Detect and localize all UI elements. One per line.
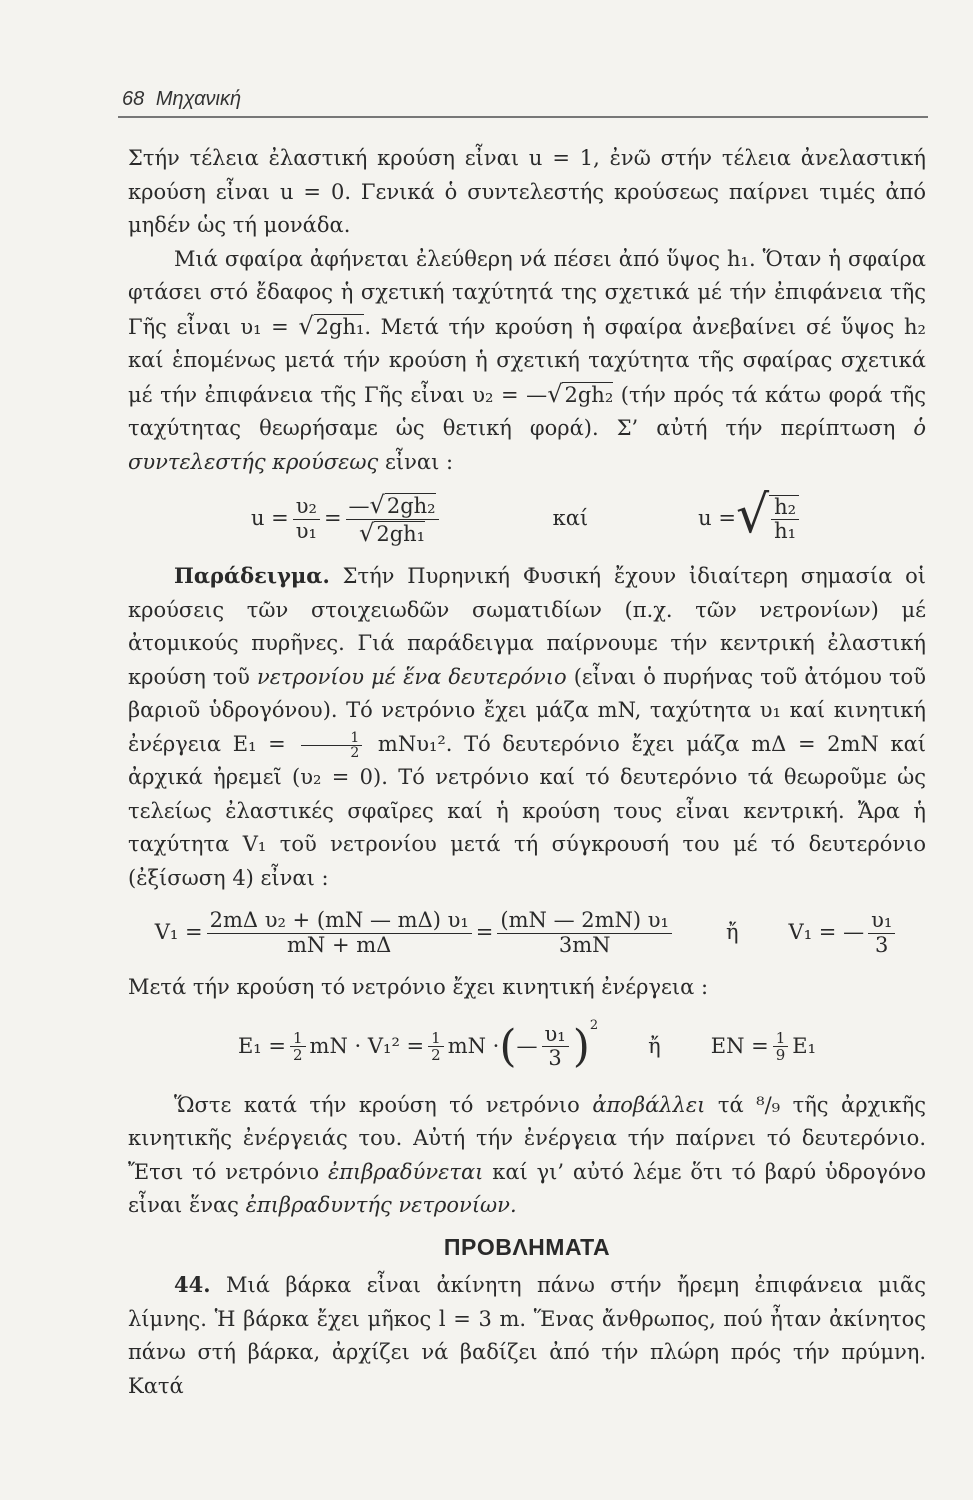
page-header: [122, 88, 922, 117]
numerator: (mN — 2mN) υ₁: [497, 909, 672, 933]
section-title: ΠΡΟΒΛΗΜΑΤΑ: [443, 1233, 611, 1260]
or-word: ἤ: [725, 920, 739, 945]
header-rule: [118, 116, 928, 118]
or-word: ἤ: [648, 1033, 661, 1058]
denominator: 2: [431, 1046, 441, 1064]
numerator: 1: [290, 1030, 306, 1048]
numerator: 2mΔ υ₂ + (mN — mΔ) υ₁: [207, 909, 472, 933]
denominator: h₁: [774, 519, 797, 543]
text-run: Ὥστε κατά τήν κρούση τό νετρόνιο: [174, 1092, 593, 1117]
numerator: [346, 492, 439, 519]
denominator: 9: [775, 1046, 786, 1064]
sqrt-value: 2gh₁: [376, 521, 426, 546]
formula-term: E₁: [792, 1033, 817, 1058]
formula-velocity: [128, 895, 926, 971]
formula-lhs: EN =: [710, 1033, 769, 1058]
formula-lhs: E₁ =: [237, 1033, 286, 1058]
formula-term: mN ·: [447, 1033, 500, 1058]
italic-text: ὁ συντελεστής κρούσεως: [128, 416, 926, 474]
text-run: καί γι’ αὐτό λέμε ὅτι τό βαρύ ὑδρογόνο εἶναι ἕνας: [128, 1159, 926, 1217]
text-run: εἶναι :: [378, 449, 454, 474]
fraction: [868, 909, 895, 956]
formula-restitution: [128, 479, 926, 559]
sqrt-icon: √: [369, 491, 385, 520]
denominator: 2: [293, 1046, 303, 1064]
text-run: Στήν Πυρηνική Φυσική ἔχουν ἰδιαίτερη σημασία οἱ κρούσεις τῶν στοιχειωδῶν σωματιδίων (π.χ. τῶν νετρονίων) μέ ἀτομικούς πυρῆνες. Γιά παράδειγμα παίρνουμε τήν κεντρική ἐλαστική κρούση τοῦ: [128, 564, 926, 689]
text-run: (τήν πρός τά κάτω φορά τῆς ταχύτητας θεωρήσαμε ὡς θετική φορά). Σ’ αὐτή τήν περίπτωση: [128, 382, 926, 440]
text-run: (εἶναι ὁ πυρήνας τοῦ ἀτόμου τοῦ βαριοῦ ὑδρογόνου). Τό νετρόνιο ἔχει μάζα mN, ταχύτητα υ₁ καί κινητική ἐνέργεια E₁ =: [128, 664, 926, 756]
fraction: [428, 1030, 444, 1064]
text-run: Μιά βάρκα εἶναι ἀκίνητη πάνω στήν ἤρεμη ἐπιφάνεια μιᾶς λίμνης. Ἡ βάρκα ἔχει μῆκος l = 3 m. Ἕνας ἄνθρωπος, πού ἦταν ἀκίνητος πάνω στή βάρκα, ἀρχίζει νά βαδίζει ἀπό τήν πλώρη πρός τήν πρύμνη. Κατά: [128, 1273, 926, 1398]
numerator: υ₁: [868, 909, 895, 933]
paragraph: [128, 243, 926, 480]
left-paren-icon: (: [499, 1020, 517, 1072]
minus-sign: —: [348, 494, 370, 519]
exponent: 2: [589, 1017, 599, 1033]
text-run: mNυ₁². Τό δευτερόνιο ἔχει μάζα mΔ = 2mN καί ἀρχικά ἠρεμεῖ (υ₂ = 0). Τό νετρόνιο καί τό δευτερόνιο τά θεωροῦμε ὡς τελείως ἐλαστικές σφαῖρες καί ἡ κρούση τους εἶναι κεντρική. Ἄρα ἡ ταχύτητα V₁ τοῦ νετρονίου μετά τή σύγκρουσή του μέ τό δευτερόνιο (ἐξίσωση 4) εἶναι :: [128, 731, 926, 890]
fraction: [207, 909, 472, 956]
minus-sign: —: [516, 1033, 538, 1058]
sqrt-icon: √: [547, 379, 563, 408]
problem-paragraph: [128, 1268, 926, 1403]
numerator: h₂: [771, 496, 799, 520]
formula-term: mN · V₁² =: [309, 1033, 425, 1058]
fraction: [769, 495, 799, 543]
page-content: [128, 142, 926, 1403]
italic-text: νετρονίου μέ ἕνα δευτερόνιο: [256, 664, 567, 689]
paragraph: Στήν τέλεια ἐλαστική κρούση εἶναι u = 1, ἐνῶ στήν τέλεια ἀνελαστική κρούση εἶναι u = 0. Γενικά ὁ συντελεστής κρούσεως παίρνει τιμές ἀπό μηδέν ὡς τή μονάδα.: [128, 146, 926, 237]
fraction: [497, 909, 672, 956]
and-word: καί: [552, 506, 589, 531]
text-run: Μιά σφαίρα ἀφήνεται ἐλεύθερη νά πέσει ἀπό ὕψος h₁. Ὅταν ἡ σφαίρα φτάσει στό ἔδαφος ἡ σχετική ταχύτητά της σχετικά μέ τήν ἐπιφάνεια τῆς Γῆς εἶναι υ₁ =: [128, 246, 926, 339]
text-run: τά ⁸/₉ τῆς ἀρχικῆς κινητικῆς ἐνέργειάς του. Αὐτή τήν ἐνέργεια τήν παίρνει τό δευτερόνιο. Ἔτσι τό νετρόνιο: [128, 1092, 926, 1184]
formula-lhs: V₁ =: [154, 920, 203, 945]
denominator: 3: [874, 932, 889, 957]
fraction: [346, 492, 439, 546]
italic-text: ἐπιβραδύνεται: [327, 1159, 484, 1184]
formula-lhs: u =: [250, 506, 289, 531]
paragraph: Μετά τήν κρούση τό νετρόνιο ἔχει κινητική ἐνέργεια :: [128, 975, 709, 999]
italic-text: ἀποβάλλει: [592, 1092, 706, 1117]
numerator: 1: [428, 1030, 444, 1048]
numerator: υ₁: [542, 1023, 569, 1047]
denominator: mN + mΔ: [287, 932, 392, 957]
denominator: υ₁: [295, 518, 317, 543]
denominator: [356, 520, 428, 546]
sqrt-value: 2gh₁: [315, 314, 365, 339]
sqrt-value: 2gh₂: [564, 382, 614, 407]
equals: =: [475, 920, 494, 945]
formula-energy: [128, 1005, 926, 1089]
denominator: 3: [548, 1046, 562, 1070]
formula-lhs: V₁ = —: [788, 920, 865, 945]
denominator: 3mN: [558, 932, 611, 957]
problem-number: 44.: [174, 1272, 211, 1297]
sqrt-value: 2gh₂: [386, 494, 436, 519]
numerator: 1: [773, 1030, 789, 1048]
fraction: [773, 1030, 789, 1064]
bold-text: Παράδειγμα.: [174, 563, 330, 588]
fraction: [542, 1023, 569, 1070]
page-number: 68: [122, 88, 145, 110]
numerator: υ₂: [293, 495, 320, 519]
italic-text: ἐπιβραδυντής νετρονίων.: [245, 1193, 517, 1217]
formula-lhs: u =: [698, 506, 736, 531]
text-run: . Μετά τήν κρούση ἡ σφαίρα ἀνεβαίνει σέ ὕψος h₂ καί ἑπομένως μετά τήν κρούση ἡ σχετική ταχύτητα τῆς σφαίρας σχετικά μέ τήν ἐπιφάνεια τῆς Γῆς εἶναι υ₂ = —: [128, 314, 926, 407]
chapter-title: Μηχανική: [155, 88, 242, 110]
right-paren-icon: ): [572, 1020, 590, 1072]
sqrt-icon: √: [298, 311, 314, 340]
paragraph: [128, 559, 926, 895]
numerator: 1: [301, 731, 362, 746]
fraction: [301, 731, 362, 760]
sqrt-icon: √: [359, 518, 375, 547]
denominator: 2: [350, 744, 360, 761]
sqrt-icon: √: [735, 485, 770, 545]
paragraph: [128, 1089, 926, 1223]
fraction: [293, 495, 320, 542]
equals: =: [323, 506, 342, 531]
fraction: [290, 1030, 306, 1064]
